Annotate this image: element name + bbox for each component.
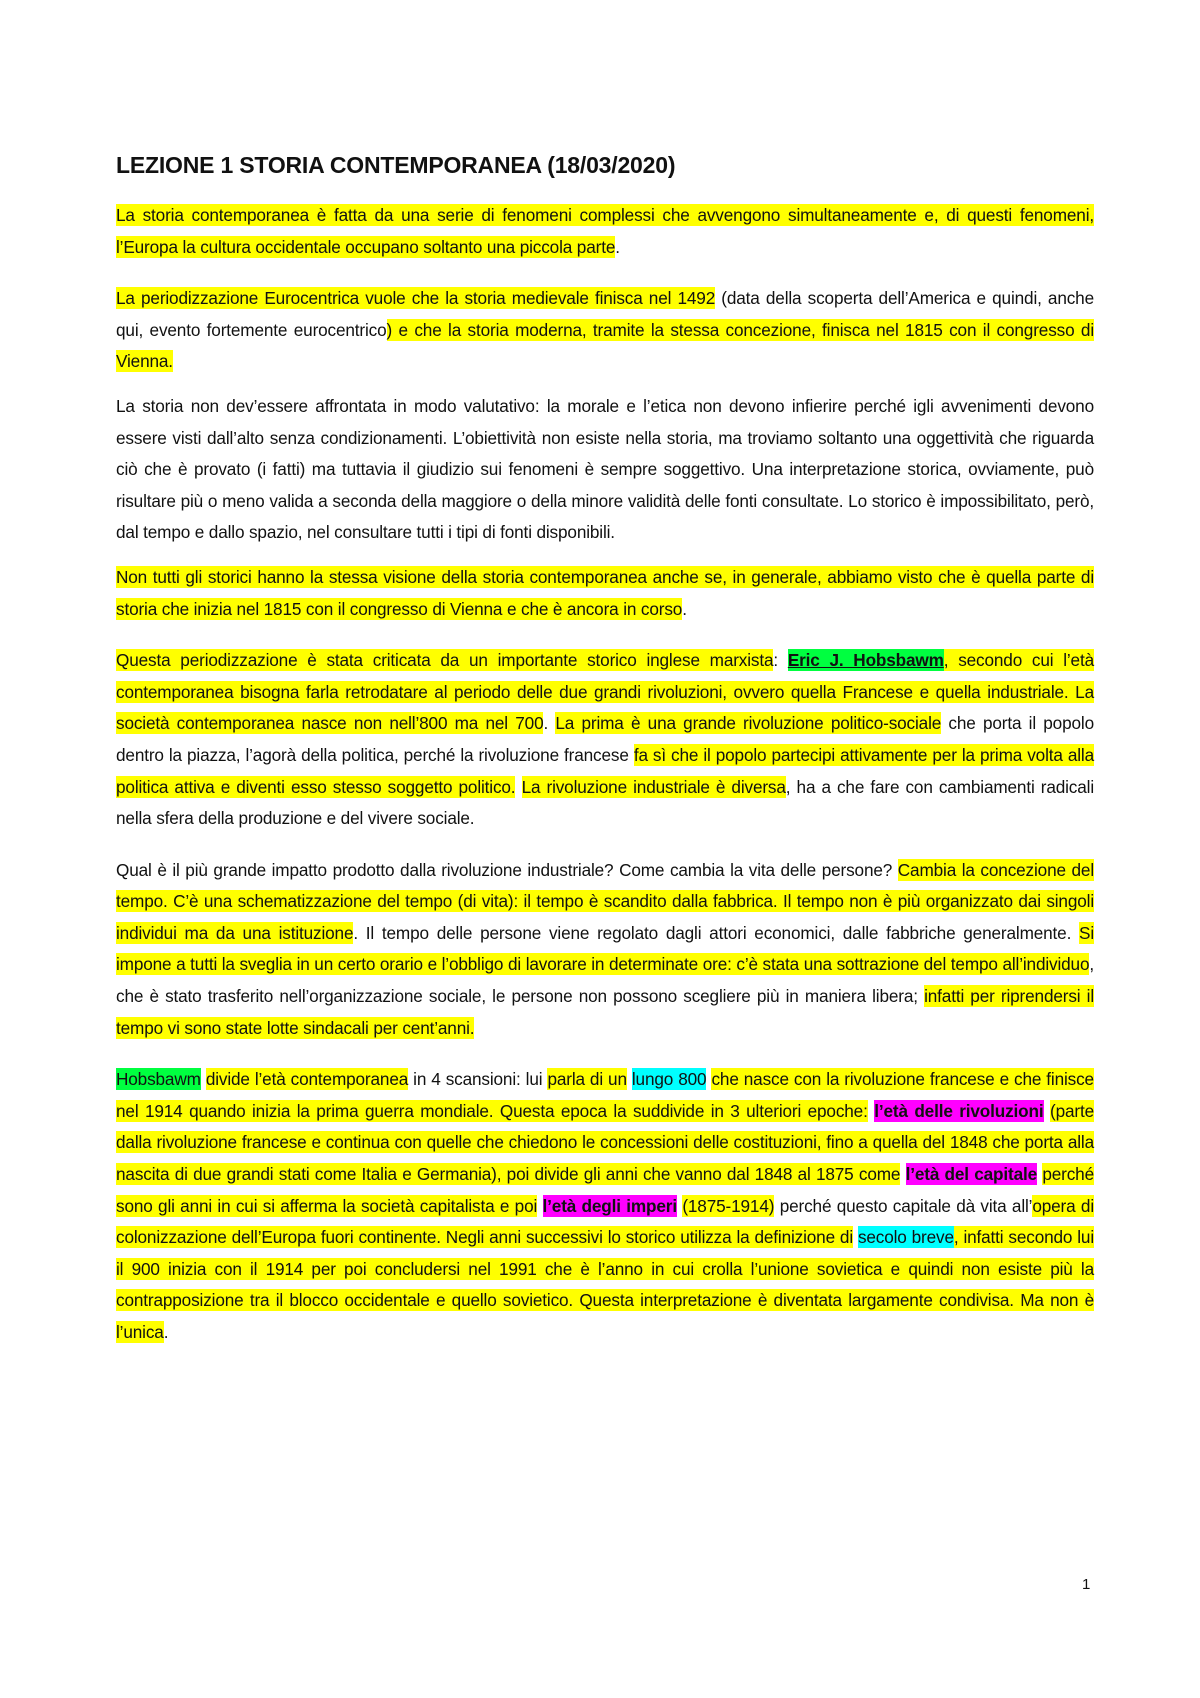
highlighted-text-yellow: che nasce con la rivoluzione francese e che finisce nel 1914 quando inizia la prima guerra mondiale. Questa epoca la suddivide in 3 ulteriori epoche: [116,1069,1094,1121]
highlighted-text-magenta: l’età degli imperi [542,1195,677,1216]
page-number: 1 [1082,1576,1091,1593]
highlighted-text-yellow: La prima è una grande rivoluzione politico-sociale [555,713,942,734]
paragraph [116,283,1094,378]
highlighted-text-yellow: fa sì che il popolo partecipi attivamente per la prima volta alla politica attiva e diventi esso stesso soggetto politico. [116,744,1094,797]
text-run: : [773,650,788,671]
text-run: , ha a che fare con cambiamenti radicali nella sfera della produzione e del vivere sociale. [116,776,1094,829]
highlighted-text-yellow: Cambia la concezione del tempo. C’è una schematizzazione del tempo (di vita): il tempo è scandito dalla fabbrica. Il tempo non è più organizzato dai singoli individui ma da una istituzione [116,859,1094,943]
document-title: LEZIONE 1 STORIA CONTEMPORANEA (18/03/2020) [116,152,676,178]
text-run [900,1163,905,1185]
highlighted-text-yellow: Questa periodizzazione è stata criticata da un importante storico inglese marxista [116,650,774,671]
text-run: . [543,713,556,734]
highlighted-text-yellow: , secondo cui l’età contemporanea bisogna farla retrodatare al periodo delle due grandi rivoluzioni, ovvero quella Francese e quella industriale. La società contemporanea nasce non nell’800 ma nel 700 [116,650,1094,734]
text-run: . [615,236,620,257]
text-run: . [163,1322,169,1342]
highlighted-text-yellow: Si impone a tutti la sveglia in un certo orario e l’obbligo di lavorare in determinate ore: c’è stata una sottrazione del tempo all’individuo [116,922,1094,975]
highlighted-text-yellow: , infatti secondo lui il 900 inizia con il 1914 per poi concludersi nel 1991 che è l’anno in cui crolla l’unione sovietica e quindi non esiste più la contrapposizione tra il blocco occidentale e quello sovietico. Questa interpretazione è diventata largamente condivisa. Ma non è l’unica [116,1227,1094,1342]
highlighted-text-cyan: secolo breve [857,1227,954,1248]
text-run: che porta il popolo dentro la piazza, l’agorà della politica, perché la rivoluzione francese [116,713,1094,765]
highlighted-text-cyan: lungo 800 [631,1069,707,1090]
text-run: , che è stato trasferito nell’organizzazione sociale, le persone non possono scegliere più in maniera libera; [116,954,1094,1007]
text-run [515,776,521,798]
text-run: Qual è il più grande impatto prodotto dalla rivoluzione industriale? Come cambia la vita delle persone? [116,859,898,880]
text-run: . Il tempo delle persone viene regolato dagli attori economici, dalle fabbriche generalmente. [353,922,1080,943]
highlighted-text-yellow: ) e che la storia moderna, tramite la stessa concezione, finisca nel 1815 con il congresso di Vienna. [116,319,1094,372]
highlighted-text-yellow: opera di colonizzazione dell’Europa fuori continente. Negli anni successivi lo storico utilizza la definizione di [116,1195,1094,1248]
highlighted-text-magenta: l’età del capitale [905,1164,1038,1185]
highlighted-text-yellow: (1875-1914) [682,1195,775,1216]
highlighted-text-yellow: La storia contemporanea è fatta da una serie di fenomeni complessi che avvengono simultaneamente e, di questi fenomeni, l’Europa la cultura occidentale occupano soltanto una piccola parte [116,205,1094,257]
paragraph [116,562,1094,625]
highlighted-text-yellow: divide l’età contemporanea [205,1069,409,1090]
text-run: . [682,598,687,619]
paragraph [116,1064,1094,1348]
document-body [116,150,1094,1362]
text-run: perché questo capitale dà vita all’ [774,1195,1033,1216]
text-run: (data della scoperta dell’America e quindi, anche qui, evento fortemente eurocentrico [116,288,1094,340]
highlighted-text-magenta: l’età delle rivoluzioni [874,1100,1044,1121]
paragraph [116,855,1094,1045]
paragraph [116,200,1094,263]
text-run: La storia non dev’essere affrontata in modo valutativo: la morale e l’etica non devono infierire perché igli avvenimenti devono essere visti dall’alto senza condizionamenti. L’obiettività non esiste nella storia, ma troviamo soltanto una oggettività che riguarda ciò che è provato (i fatti) ma tuttavia il giudizio sui fenomeni è sempre soggettivo. Una interpretazione storica, ovviamente, può risultare più o meno valida a seconda della maggiore o della minore validità delle fonti consultate. Lo storico è impossibilitato, però, dal tempo e dallo spazio, nel consultare tutti i tipi di fonti disponibili. [116,395,1094,543]
highlighted-text-yellow: (parte dalla rivoluzione francese e continua con quelle che chiedono le concessioni delle costituzioni, fino a quella del 1848 che porta alla nascita di due grandi stati come Italia e Germania), poi divide gli anni che vanno dal 1848 al 1875 come [116,1100,1094,1185]
highlighted-text-yellow: infatti per riprendersi il tempo vi sono state lotte sindacali per cent’anni. [116,986,1094,1038]
paragraph-list [116,200,1094,1349]
highlighted-text-yellow: La periodizzazione Eurocentrica vuole che la storia medievale finisca nel 1492 [116,288,716,309]
highlighted-text-yellow: parla di un [547,1069,627,1090]
highlighted-text-yellow: Non tutti gli storici hanno la stessa visione della storia contemporanea anche se, in generale, abbiamo visto che è quella parte di storia che inizia nel 1815 con il congresso di Vienna e che è ancora in corso [116,566,1094,619]
highlighted-text-yellow: La rivoluzione industriale è diversa [521,776,786,797]
text-run [537,1195,542,1217]
highlighted-text-yellow: perché sono gli anni in cui si afferma la società capitalista e poi [116,1164,1094,1216]
paragraph [116,645,1094,835]
highlighted-text-green: Eric J. Hobsbawm [787,650,944,671]
text-run: in 4 scansioni: lui [408,1069,548,1090]
paragraph [116,391,1094,549]
highlighted-text-green: Hobsbawm [116,1069,201,1090]
